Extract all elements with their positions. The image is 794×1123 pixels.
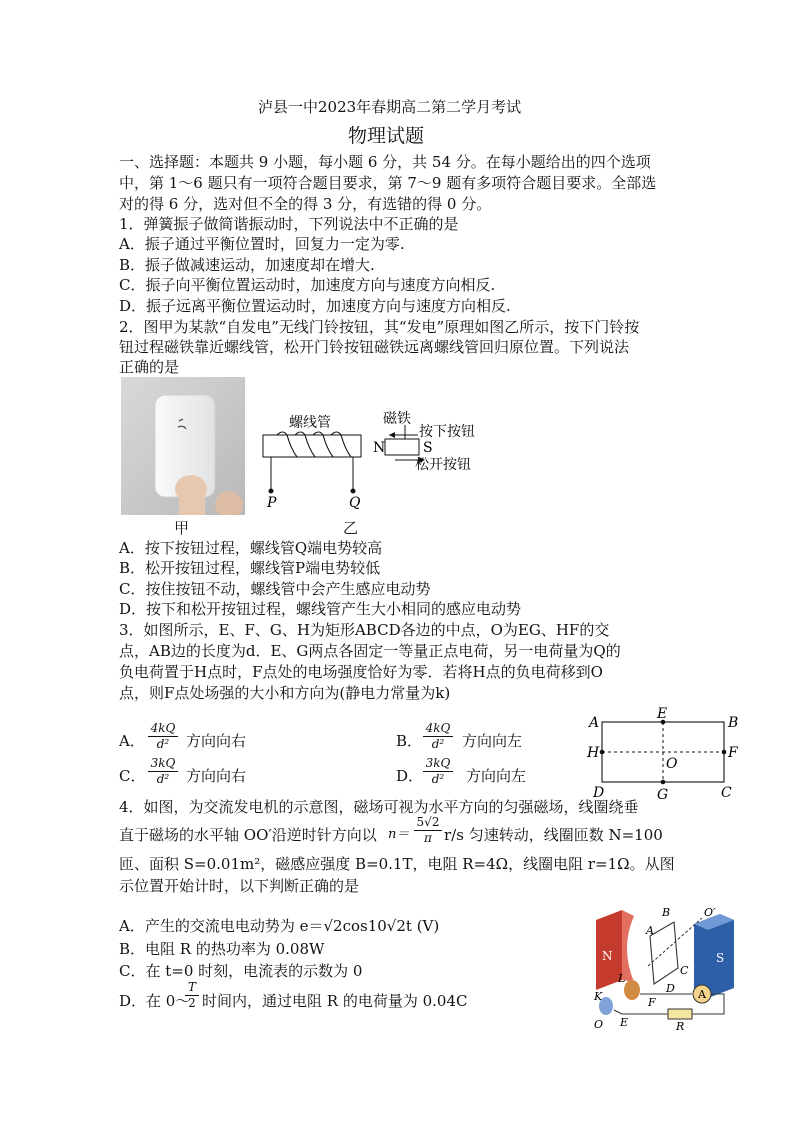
q4-option-d-part-1: D．在 0～ <box>119 992 191 1010</box>
q3-option-b-letter: B． <box>396 732 423 750</box>
q4-speed-fraction: 5√2 π <box>414 815 442 846</box>
q3-stem-line-3: 负电荷置于H点时，F点处的电场强度恰好为零．若将H点的负电荷移到O <box>119 663 603 681</box>
q2-option-c: C．按住按钮不动，螺线管中会产生感应电动势 <box>119 580 431 598</box>
q4-stem-line-2b: r/s 匀速转动，线圈匝数 N=100 <box>444 826 663 844</box>
point-e: E <box>657 706 668 722</box>
point-o: O <box>666 756 678 772</box>
exam-header: 泸县一中2023年春期高二第二学月考试 <box>258 98 522 116</box>
press-label: 按下按钮 <box>419 424 475 440</box>
axis-o-prime: O′ <box>704 906 716 919</box>
q4-option-a: A．产生的交流电电动势为 e＝√2cos10√2t (V) <box>119 917 440 935</box>
q4-n-symbol: n＝ <box>388 827 410 842</box>
release-label: 松开按钮 <box>415 457 471 473</box>
q4-option-c: C．在 t=0 时刻，电流表的示数为 0 <box>119 962 363 980</box>
coil-a: A <box>646 924 654 937</box>
section-intro-line-3: 对的得 6 分，选对但不全的得 3 分，有选错的得 0 分。 <box>119 195 492 213</box>
q4-stem-line-1: 4．如图，为交流发电机的示意图，磁场可视为水平方向的匀强磁场，线圈绕垂 <box>119 798 639 816</box>
generator-figure <box>582 902 754 1034</box>
q2-stem-line-2: 钮过程磁铁靠近螺线管，松开门铃按钮磁铁远离螺线管回归原位置。下列说法 <box>119 338 630 356</box>
section-intro-line-1: 一、选择题：本题共 9 小题，每小题 6 分，共 54 分。在每小题给出的四个选项 <box>119 153 651 171</box>
q3-stem-line-4: 点，则F点处场强的大小和方向为(静电力常量为k) <box>119 684 451 702</box>
q3-option-d-letter: D． <box>396 767 424 785</box>
solenoid-label: 螺线管 <box>289 415 331 431</box>
ammeter-label: A <box>698 988 706 1001</box>
doorbell-photo <box>121 377 245 515</box>
resistor-r: R <box>676 1020 685 1033</box>
q4-option-d-part-2: 时间内，通过电阻 R 的电荷量为 0.04C <box>202 992 468 1010</box>
figure-label-jia: 甲 <box>174 519 190 537</box>
q4-option-b: B．电阻 R 的热功率为 0.08W <box>119 940 325 958</box>
q3-option-a-letter: A． <box>119 732 145 750</box>
q3-stem-line-1: 3．如图所示，E、F、G、H为矩形ABCD各边的中点，O为EG、HF的交 <box>119 621 610 639</box>
point-a: A <box>589 715 600 731</box>
q3-option-c-fraction: 3kQ d² <box>148 756 178 787</box>
point-b: B <box>728 715 739 731</box>
coil-d: D <box>666 982 675 995</box>
q2-option-b: B．松开按钮过程，螺线管P端电势较低 <box>119 559 381 577</box>
q3-option-d-fraction: 3kQ d² <box>423 756 453 787</box>
q4-stem-line-4: 示位置开始计时，以下判断正确的是 <box>119 877 360 895</box>
axis-o: O <box>594 1018 604 1031</box>
coil-c: C <box>680 964 689 977</box>
q3-option-c-letter: C． <box>119 767 146 785</box>
q1-option-a: A．振子通过平衡位置时，回复力一定为零. <box>119 235 405 253</box>
magnet-n-label: N <box>602 949 613 963</box>
q2-stem-line-1: 2．图甲为某款“自发电”无线门铃按钮，其“发电”原理如图乙所示，按下门铃按 <box>119 318 640 336</box>
ring-k: K <box>594 990 603 1003</box>
ring-l: L <box>618 972 626 985</box>
q3-stem-line-2: 点，AB边的长度为d．E、G两点各固定一等量正点电荷，另一电荷量为Q的 <box>119 642 621 660</box>
q4-stem-line-2a: 直于磁场的水平轴 OO′沿逆时针方向以 <box>119 826 377 844</box>
section-intro-line-2: 中，第 1～6 题只有一项符合题目要求，第 7～9 题有多项符合题目要求。全部选 <box>119 174 657 192</box>
rectangle-figure <box>584 705 744 801</box>
q3-option-b-fraction: 4kQ d² <box>423 721 453 752</box>
point-h: H <box>587 745 600 761</box>
q1-stem: 1．弹簧振子做简谐振动时，下列说法中不正确的是 <box>119 215 459 233</box>
q3-option-a-fraction: 4kQ d² <box>148 721 178 752</box>
brush-e: E <box>620 1016 629 1029</box>
q4-option-d-fraction: T 2 <box>185 980 199 1011</box>
solenoid-diagram <box>255 405 480 535</box>
pole-s: S <box>423 440 433 456</box>
q3-option-b-direction: 方向向左 <box>462 732 523 750</box>
figure-label-yi: 乙 <box>343 519 359 537</box>
q2-option-a: A．按下按钮过程，螺线管Q端电势较高 <box>119 539 383 557</box>
terminal-q: Q <box>349 495 361 511</box>
coil-b: B <box>662 906 671 919</box>
q2-stem-line-3: 正确的是 <box>119 358 180 376</box>
point-g: G <box>657 787 669 801</box>
pole-n: N <box>373 440 386 456</box>
q1-option-b: B．振子做减速运动，加速度却在增大. <box>119 256 375 274</box>
q2-option-d: D．按下和松开按钮过程，螺线管产生大小相同的感应电动势 <box>119 600 522 618</box>
brush-f: F <box>648 996 656 1009</box>
q3-option-a-direction: 方向向右 <box>186 732 247 750</box>
q4-stem-line-3: 匝、面积 S=0.01m²，磁感应强度 B=0.1T，电阻 R=4Ω，线圈电阻 r=1Ω。从图 <box>119 855 675 873</box>
q3-option-d-direction: 方向向左 <box>466 767 527 785</box>
q1-option-c: C．振子向平衡位置运动时，加速度方向与速度方向相反. <box>119 276 496 294</box>
magnet-label: 磁铁 <box>383 411 411 427</box>
point-f: F <box>728 745 738 761</box>
magnet-s-label: S <box>716 951 725 965</box>
point-d: D <box>593 785 605 801</box>
point-c: C <box>721 785 732 801</box>
q3-option-c-direction: 方向向右 <box>186 767 247 785</box>
q1-option-d: D．振子远离平衡位置运动时，加速度方向与速度方向相反. <box>119 297 511 315</box>
subject-title: 物理试题 <box>348 125 425 147</box>
terminal-p: P <box>267 495 277 511</box>
